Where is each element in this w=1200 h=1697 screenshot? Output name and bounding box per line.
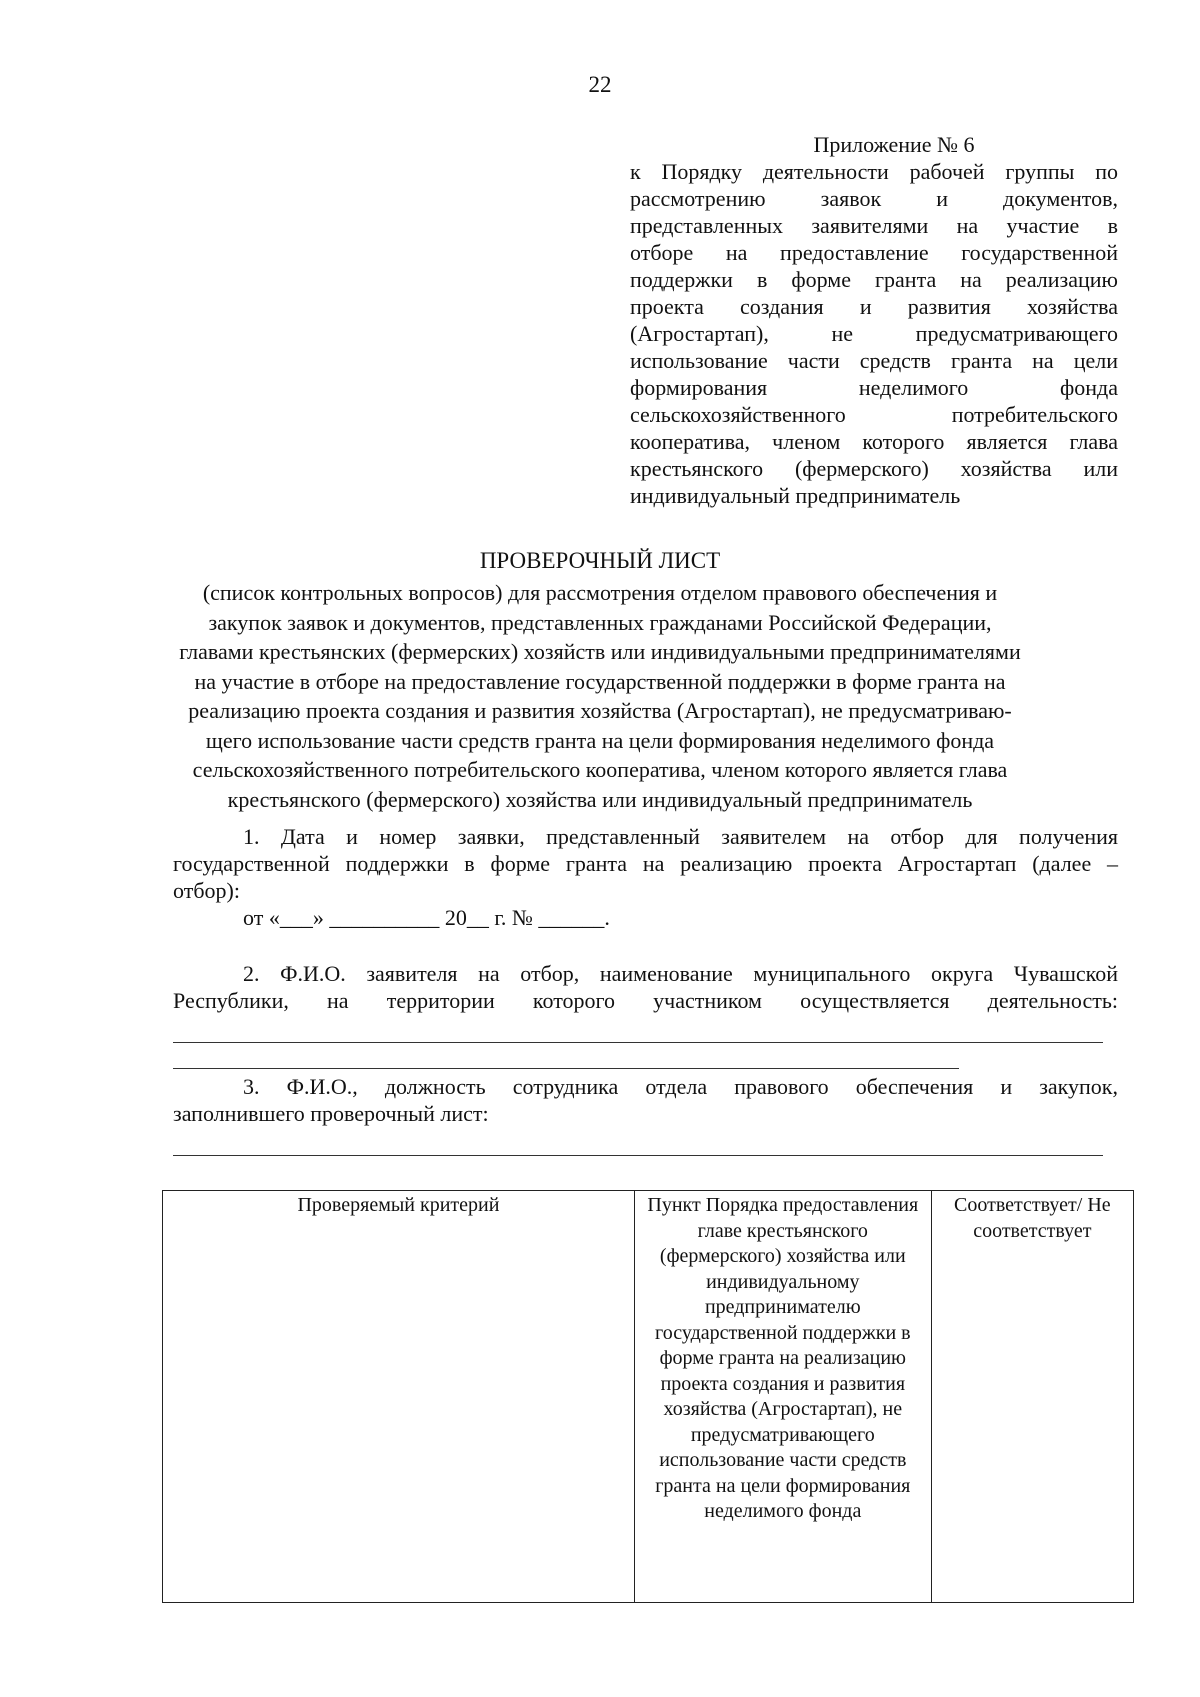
appendix-text bbox=[630, 158, 1118, 509]
employee-fill-line[interactable] bbox=[173, 1155, 1103, 1156]
appendix-line: крестьянского (фермерского) хозяйства или bbox=[630, 456, 1118, 481]
appendix-line: проекта создания и развития хозяйства bbox=[630, 294, 1118, 319]
appendix-line: (Агростартап), не предусматривающего bbox=[630, 321, 1118, 346]
appendix-line: рассмотрению заявок и документов, bbox=[630, 186, 1118, 211]
appendix-title: Приложение № 6 bbox=[813, 132, 975, 157]
item-3-line: заполнившего проверочный лист: bbox=[173, 1101, 489, 1126]
item-2-line: Республики, на территории которого участником осуществляется деятельность: bbox=[173, 988, 1118, 1013]
item-2-applicant bbox=[173, 960, 1118, 1014]
item-2-line: 2. Ф.И.О. заявителя на отбор, наименование муниципального округа Чувашской bbox=[243, 961, 1118, 986]
document-title: ПРОВЕРОЧНЫЙ ЛИСТ bbox=[479, 548, 721, 573]
appendix-line: отборе на предоставление государственной bbox=[630, 240, 1118, 265]
item-3-employee bbox=[173, 1073, 1118, 1127]
applicant-fill-line[interactable] bbox=[173, 1042, 1103, 1043]
column-header-order-clause: Пункт Порядка предоставления главе крестьянского (фермерского) хозяйства или индивидуальному предпринимателю государственной поддержки в форме гранта на реализацию проекта создания и развития хозяйства (Агростартап), не предусматривающего использование части средств гранта на цели формирования неделимого фонда bbox=[634, 1191, 931, 1603]
subtitle-line: (список контрольных вопросов) для рассмотрения отделом правового обеспечения и bbox=[202, 580, 998, 605]
subtitle-line: крестьянского (фермерского) хозяйства или индивидуальный предприниматель bbox=[227, 786, 973, 812]
document-subtitle bbox=[170, 578, 1030, 814]
item-1-application-date bbox=[173, 823, 1118, 931]
column-header-compliance: Соответствует/ Не соответствует bbox=[931, 1191, 1133, 1603]
subtitle-line: главами крестьянских (фермерских) хозяйств или индивидуальными предпринимателями bbox=[179, 639, 1021, 664]
appendix-line: формирования неделимого фонда bbox=[630, 375, 1118, 400]
item-1-line: отбор): bbox=[173, 878, 240, 903]
appendix-line: представленных заявителями на участие в bbox=[630, 213, 1118, 238]
subtitle-line: реализацию проекта создания и развития хозяйства (Агростартап), не предусматриваю- bbox=[188, 698, 1012, 723]
subtitle-line: щего использование части средств гранта на цели формирования неделимого фонда bbox=[205, 727, 995, 753]
subtitle-line: на участие в отборе на предоставление государственной поддержки в форме гранта на bbox=[194, 668, 1006, 694]
item-3-line: 3. Ф.И.О., должность сотрудника отдела правового обеспечения и закупок, bbox=[243, 1074, 1118, 1099]
appendix-line: индивидуальный предприниматель bbox=[630, 483, 961, 508]
appendix-line: к Порядку деятельности рабочей группы по bbox=[630, 159, 1118, 184]
appendix-line: поддержки в форме гранта на реализацию bbox=[630, 267, 1118, 292]
date-number-field[interactable]: от «___» __________ 20__ г. № ______. bbox=[243, 905, 610, 930]
column-header-criterion: Проверяемый критерий bbox=[163, 1191, 635, 1603]
appendix-line: кооператива, членом которого является глава bbox=[630, 429, 1118, 454]
applicant-fill-line[interactable] bbox=[173, 1068, 959, 1069]
appendix-block bbox=[630, 131, 1118, 509]
subtitle-line: закупок заявок и документов, представленных гражданами Российской Федерации, bbox=[208, 609, 992, 635]
criteria-table bbox=[162, 1190, 1134, 1603]
table-header-row bbox=[163, 1191, 1134, 1603]
item-1-line: государственной поддержки в форме гранта на реализацию проекта Агростартап (далее – bbox=[173, 851, 1118, 876]
page-number: 22 bbox=[588, 72, 612, 97]
appendix-line: сельскохозяйственного потребительского bbox=[630, 402, 1118, 427]
appendix-line: использование части средств гранта на цели bbox=[630, 348, 1118, 373]
subtitle-line: сельскохозяйственного потребительского кооператива, членом которого является глава bbox=[192, 757, 1008, 782]
item-1-line: 1. Дата и номер заявки, представленный заявителем на отбор для получения bbox=[243, 824, 1118, 849]
